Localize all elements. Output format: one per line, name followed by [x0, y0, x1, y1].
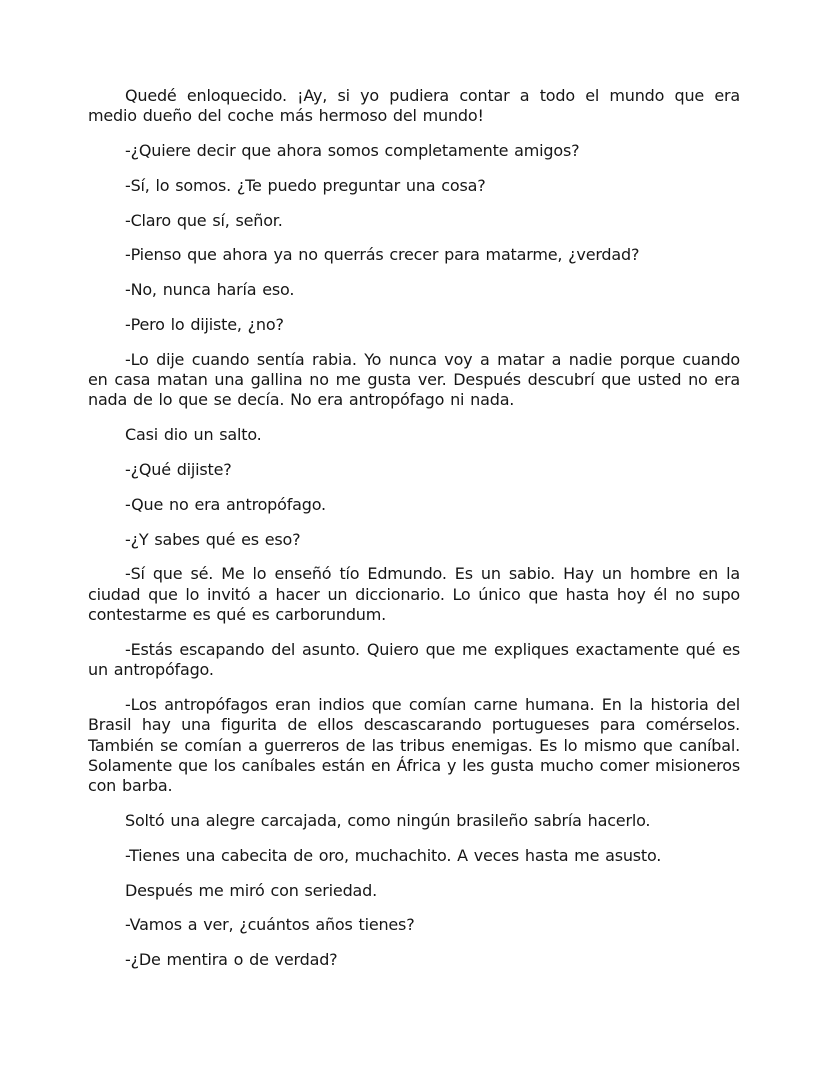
paragraph: -Que no era antropófago. — [125, 494, 326, 514]
paragraph: -¿De mentira o de verdad? — [125, 950, 338, 970]
paragraph: -¿Qué dijiste? — [125, 460, 232, 480]
paragraph: -Estás escapando del asunto. Quiero que me expliques exactamente qué es un antropófago. — [88, 639, 740, 680]
paragraph: Casi dio un salto. — [125, 425, 262, 445]
paragraph: -Lo dije cuando sentía rabia. Yo nunca voy a matar a nadie porque cuando en casa matan una gallina no me gusta ver. Después descubrí que usted no era nada de lo que se decía. No era antropófago ni nada. — [88, 349, 740, 410]
paragraph: Soltó una alegre carcajada, como ningún brasileño sabría hacerlo. — [125, 810, 651, 830]
paragraph: Quedé enloquecido. ¡Ay, si yo pudiera contar a todo el mundo que era medio dueño del coche más hermoso del mundo! — [88, 86, 740, 126]
paragraph: -¿Y sabes qué es eso? — [125, 529, 301, 549]
paragraph: -Los antropófagos eran indios que comían carne humana. En la historia del Brasil hay una figurita de ellos descascarando portugueses para comérselos. También se comían a guerreros de las tribus enemigas. Es lo mismo que caníbal. Solamente que los caníbales están en África y les gusta mucho comer misioneros con barba. — [88, 694, 740, 796]
paragraph: -¿Quiere decir que ahora somos completamente amigos? — [125, 141, 580, 161]
paragraph: Después me miró con seriedad. — [125, 880, 377, 900]
paragraph: -Pero lo dijiste, ¿no? — [125, 315, 284, 335]
paragraph: -Pienso que ahora ya no querrás crecer para matarme, ¿verdad? — [125, 245, 640, 265]
paragraph: -Sí, lo somos. ¿Te puedo preguntar una cosa? — [125, 175, 486, 195]
paragraph: -No, nunca haría eso. — [125, 280, 295, 300]
paragraph: -Sí que sé. Me lo enseñó tío Edmundo. Es un sabio. Hay un hombre en la ciudad que lo invitó a hacer un diccionario. Lo único que hasta hoy él no supo contestarme es qué es carborundum. — [88, 564, 740, 625]
paragraph: -Tienes una cabecita de oro, muchachito. A veces hasta me asusto. — [125, 845, 662, 865]
paragraph: -Claro que sí, señor. — [125, 210, 283, 230]
paragraph: -Vamos a ver, ¿cuántos años tienes? — [125, 915, 415, 935]
